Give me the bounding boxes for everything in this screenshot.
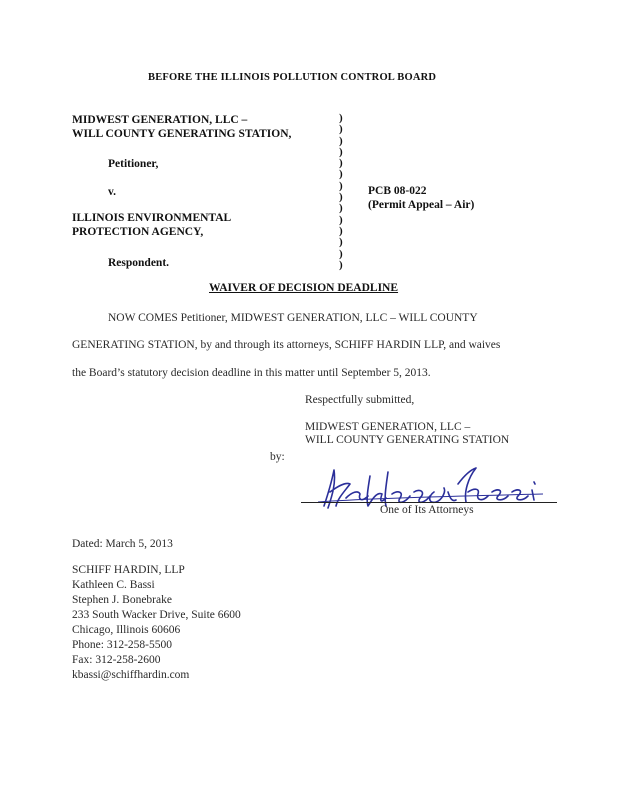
paren: ) — [339, 202, 343, 215]
paren: ) — [339, 157, 343, 170]
paren: ) — [339, 258, 343, 271]
paren: ) — [339, 168, 343, 181]
party-name-line2: WILL COUNTY GENERATING STATION — [305, 434, 510, 446]
email-line: kbassi@schiffhardin.com — [72, 669, 190, 681]
signature-line — [301, 502, 557, 503]
address-line-1: 233 South Wacker Drive, Suite 6600 — [72, 609, 241, 621]
paren: ) — [339, 236, 343, 249]
phone-line: Phone: 312-258-5500 — [72, 639, 172, 651]
closing-text: Respectfully submitted, — [305, 394, 415, 406]
petitioner-role: Petitioner, — [108, 158, 159, 170]
paren: ) — [339, 145, 343, 158]
case-number: PCB 08-022 — [368, 185, 427, 197]
firm-name: SCHIFF HARDIN, LLP — [72, 564, 185, 576]
body-line-2: GENERATING STATION, by and through its attorneys, SCHIFF HARDIN LLP, and waives — [72, 339, 501, 351]
body-line-3: the Board’s statutory decision deadline in this matter until September 5, 2013. — [72, 367, 431, 379]
respondent-role: Respondent. — [108, 257, 170, 269]
petitioner-name-line1: MIDWEST GENERATION, LLC – — [72, 114, 248, 126]
paren: ) — [339, 213, 343, 226]
respondent-name-line2: PROTECTION AGENCY, — [72, 226, 204, 238]
paren: ) — [339, 112, 343, 124]
party-name-line1: MIDWEST GENERATION, LLC – — [305, 421, 471, 433]
petitioner-name-line2: WILL COUNTY GENERATING STATION, — [72, 128, 292, 140]
paren: ) — [339, 247, 343, 260]
versus-label: v. — [108, 186, 116, 198]
paren: ) — [339, 123, 343, 136]
case-type: (Permit Appeal – Air) — [368, 199, 475, 211]
fax-line: Fax: 312-258-2600 — [72, 654, 161, 666]
attorney-name-1: Kathleen C. Bassi — [72, 579, 155, 591]
body-line-1: NOW COMES Petitioner, MIDWEST GENERATION, LLC – WILL COUNTY — [108, 312, 478, 324]
paren: ) — [339, 179, 343, 192]
by-label: by: — [270, 451, 285, 463]
paren: ) — [339, 191, 343, 204]
respondent-name-line1: ILLINOIS ENVIRONMENTAL — [72, 212, 232, 224]
document-heading: WAIVER OF DECISION DEADLINE — [209, 282, 399, 294]
signer-caption: One of Its Attorneys — [380, 504, 474, 516]
paren: ) — [339, 134, 343, 147]
address-line-2: Chicago, Illinois 60606 — [72, 624, 181, 636]
paren: ) — [339, 224, 343, 237]
board-title: BEFORE THE ILLINOIS POLLUTION CONTROL BOARD — [148, 72, 437, 83]
dated-line: Dated: March 5, 2013 — [72, 538, 173, 550]
attorney-name-2: Stephen J. Bonebrake — [72, 594, 172, 606]
caption-paren-column — [339, 113, 343, 271]
